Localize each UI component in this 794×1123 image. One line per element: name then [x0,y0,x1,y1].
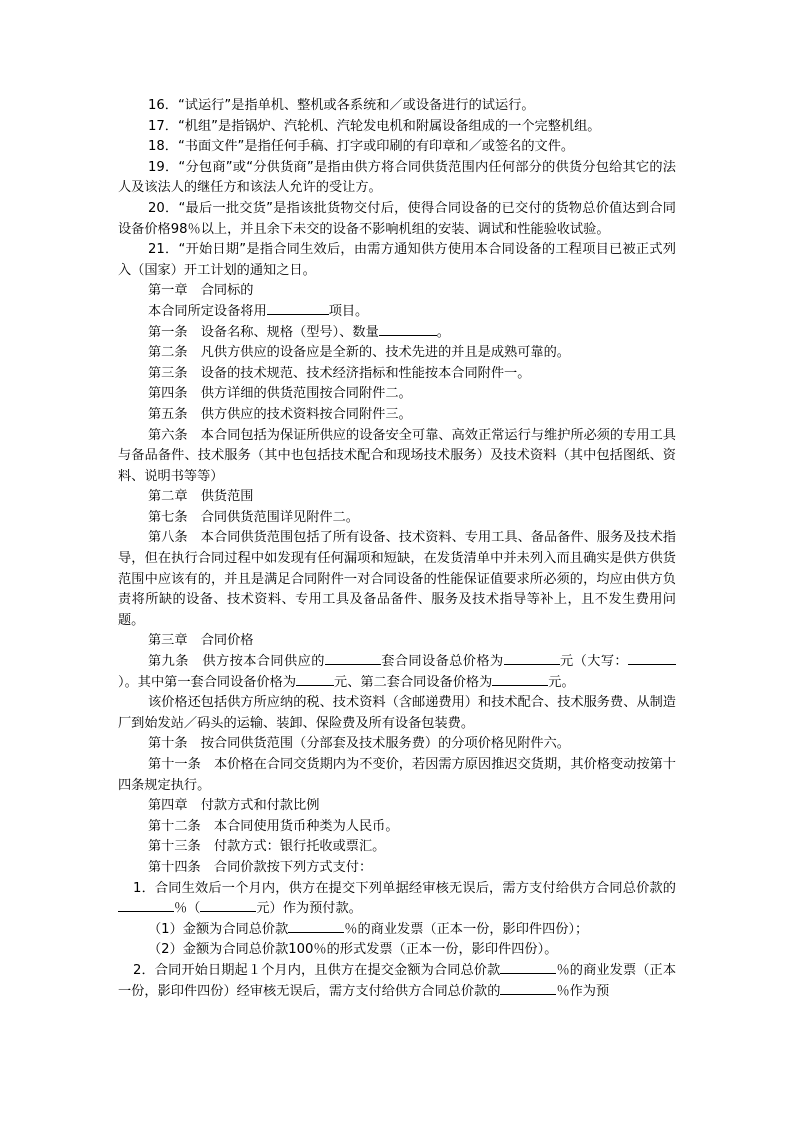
paragraph-text: 第七条 合同供货范围详见附件二。 [148,509,359,525]
paragraph-text: 第十条 按合同供货范围（分部套及技术服务费）的分项价格见附件六。 [148,736,570,752]
text-part: 元（大写： [559,654,629,670]
paragraph-text: 该价格还包括供方所应纳的税、技术资料（含邮递费用）和技术配合、技术服务费、从制造厂到始发站／码头的运输、装卸、保险费及所有设备包装费。 [118,695,676,731]
paragraph-text: 第三章 合同价格 [148,633,254,649]
chapter-2-heading [118,487,676,508]
article-6 [118,426,676,488]
payment-doc-1 [118,920,676,941]
text-part: 第九条 供方按本合同供应的 [148,654,325,670]
blank-field[interactable] [288,920,344,933]
paragraph-text: 第八条 本合同供货范围包括了所有设备、技术资料、专用工具、备品备件、服务及技术指导，但在执行合同过程中如发现有任何漏项和短缺，在发货清单中并未列入而且确实是供方供货范围中应该有的，并且是满足合同附件一对合同设备的性能保证值要求所必须的，均应由供方负责将所缺的设备、技术资料、专用工具及备品备件、服务及技术指导等补上，且不发生费用问题。 [118,530,676,628]
blank-field[interactable] [500,961,556,974]
paragraph-text: 第十一条 本价格在合同交货期内为不变价，若因需方原因推迟交货期，其价格变动按第十四条规定执行。 [118,757,676,793]
text-part: ）。其中第一套合同设备价格为 [118,674,297,690]
article-1 [118,323,676,344]
paragraph-text: 第三条 设备的技术规范、技术经济指标和性能按本合同附件一。 [148,365,531,381]
paragraph-text: 21．“开始日期”是指合同生效后，由需方通知供方使用本合同设备的工程项目已被正式列入（国家）开工计划的通知之日。 [118,242,676,278]
article-8 [118,528,676,631]
definition-18 [118,137,676,158]
paragraph-text: 19．“分包商”或“分供货商”是指由供方将合同供货范围内任何部分的供货分包给其它的法人及该法人的继任方和该法人允许的受让方。 [118,159,676,196]
blank-field[interactable] [504,652,560,665]
paragraph-text: 第一章 合同标的 [148,283,254,299]
definition-17 [118,117,676,138]
article-3 [118,364,676,385]
blank-field[interactable] [118,899,174,912]
text-part: 本合同所定设备将用 [148,303,267,319]
paragraph-text: 第六条 本合同包括为保证所供应的设备安全可靠、高效正常运行与维护所必须的专用工具与备品备件、技术服务（其中也包括技术配合和现场技术服务）及技术资料（其中包括图纸、资料、说明书等等） [118,427,676,484]
definition-20 [118,199,676,240]
article-14 [118,858,676,879]
article-7 [118,508,676,529]
price-includes [118,693,676,734]
paragraph-text: 第二章 供货范围 [148,489,254,505]
article-12 [118,817,676,838]
text-part: 元、第二套合同设备价格为 [334,674,493,690]
text-part: 。 [436,324,450,340]
text-part: 套合同设备总价格为 [380,654,504,670]
definition-19 [118,158,676,199]
text-part: ％作为预 [556,983,610,999]
text-part: ％的商业发票（正本一份，影印件四份）； [344,921,589,937]
blank-field[interactable] [492,673,548,686]
text-part: 1．合同生效后一个月内，供方在提交下列单据经审核无误后，需方支付给供方合同总价款的 [133,880,676,896]
article-13 [118,837,676,858]
text-part: 第一条 设备名称、规格（型号）、数量 [148,324,379,340]
blank-field[interactable] [267,302,329,315]
paragraph-text: 第十二条 本合同使用货币种类为人民币。 [148,818,399,834]
payment-item-2 [118,961,676,1002]
blank-field[interactable] [200,899,256,912]
paragraph-text: 第四条 供方详细的供货范围按合同附件二。 [148,386,412,402]
blank-field[interactable] [628,652,676,665]
text-part: （1）金额为合同总价款 [148,921,289,937]
paragraph-text: 18．“书面文件”是指任何手稿、打字或印刷的有印章和／或签名的文件。 [148,139,575,155]
blank-field[interactable] [325,652,381,665]
text-part: 元）作为预付款。 [256,901,362,917]
chapter-3-heading [118,631,676,652]
paragraph-text: 第十三条 付款方式：银行托收或票汇。 [148,839,386,855]
paragraph-text: （2）金额为合同总价款100％的形式发票（正本一份，影印件四份）。 [148,942,558,958]
paragraph-text: 第十四条 合同价款按下列方式支付： [148,859,373,875]
text-part: 2．合同开始日期起１个月内，且供方在提交金额为合同总价款 [133,962,501,978]
document-body [118,96,676,1002]
definition-16 [118,96,676,117]
paragraph-text: 20．“最后一批交货”是指该批货物交付后，使得合同设备的已交付的货物总价值达到合同设备价格98％以上，并且余下未交的设备不影响机组的安装、调试和性能验收试验。 [118,200,676,237]
text-part: 元。 [548,674,575,690]
article-4 [118,384,676,405]
project-line [118,302,676,323]
payment-item-1 [118,879,676,920]
paragraph-text: 17．“机组”是指锅炉、汽轮机、汽轮发电机和附属设备组成的一个完整机组。 [148,118,601,134]
blank-field[interactable] [500,982,556,995]
blank-field[interactable] [296,673,334,686]
paragraph-text: 第五条 供方供应的技术资料按合同附件三。 [148,406,412,422]
article-9 [118,652,676,693]
text-part: ％的商业发票（正本一份，影印件四份）经审核无误后，需方支付给供方合同总价款的 [118,962,677,999]
article-10 [118,734,676,755]
paragraph-text: 第四章 付款方式和付款比例 [148,798,320,814]
text-part: 项目。 [328,303,369,319]
chapter-1-heading [118,281,676,302]
definition-21 [118,240,676,281]
article-11 [118,755,676,796]
text-part: ％（ [174,901,201,917]
article-2 [118,343,676,364]
paragraph-text: 第二条 凡供方供应的设备应是全新的、技术先进的并且是成熟可靠的。 [148,345,570,361]
payment-doc-2 [118,940,676,961]
blank-field[interactable] [379,323,437,336]
paragraph-text: 16．“试运行”是指单机、整机或各系统和／或设备进行的试运行。 [148,98,535,113]
chapter-4-heading [118,796,676,817]
article-5 [118,405,676,426]
